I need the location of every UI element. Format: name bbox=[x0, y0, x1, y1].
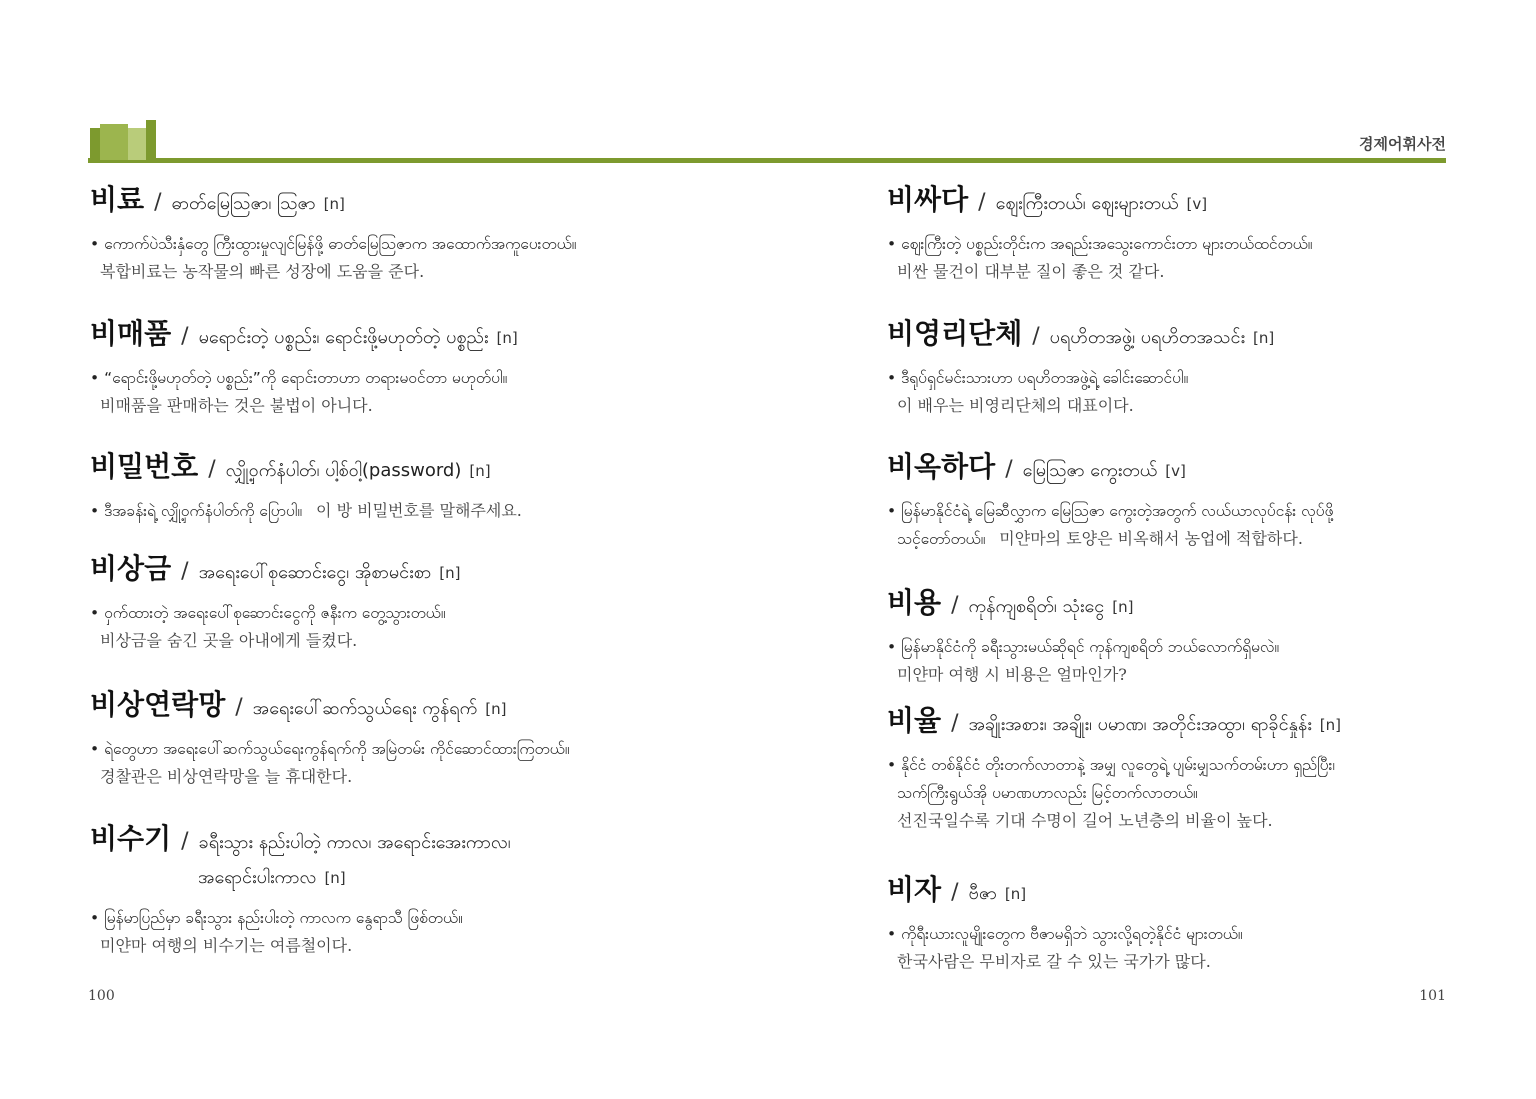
entry-word: 비용 bbox=[887, 586, 942, 619]
dictionary-entry: 비밀번호 / လျှို့ဝှက်နံပါတ်၊ ပါ့စ်ဝါ့(password) [n] • ဒီအခန်းရဲ့ လျှို့ဝှက်နံပါတ်ကို ပြောပါ။ 이 방 비밀번호를 말해주세요. bbox=[90, 445, 730, 547]
dictionary-entry: 비매품 / မရောင်းတဲ့ ပစ္စည်း၊ ရောင်းဖို့မဟုတ်တဲ့ ပစ္စည်း [n] • “ရောင်းဖို့မဟုတ်တဲ့ ပစ္စည်း”ကို ရောင်းတာဟာ တရားမဝင်တာ မဟုတ်ပါ။ 비매품을 판매하는 것은 불법이 아니다. bbox=[90, 312, 730, 445]
entry-pos: [v] bbox=[1165, 462, 1186, 480]
page-number-right: 101 bbox=[1419, 988, 1446, 1004]
entry-meaning: အချိုးအစား၊ အချိုး၊ ပမာဏ၊ အတိုင်းအထွာ၊ ရာခိုင်နှုန်း bbox=[968, 714, 1312, 735]
section-title: 경제어휘사전 bbox=[1359, 135, 1446, 153]
example-myanmar-continued: သက်ကြီးရွယ်အို ပမာဏဟာလည်း မြင့်တက်လာတယ်။ bbox=[897, 784, 1198, 802]
example-myanmar: • “ရောင်းဖို့မဟုတ်တဲ့ ပစ္စည်း”ကို ရောင်းတာဟာ တရားမဝင်တာ မဟုတ်ပါ။ bbox=[90, 369, 508, 387]
page-number-left: 100 bbox=[88, 988, 115, 1004]
dictionary-entry: 비자 / ဗီဇာ [n] • ကိုရီးယားလူမျိုးတွေက ဗီဇာမရှိဘဲ သွားလို့ရတဲ့နိုင်ငံ များတယ်။ 한국사람은 무비자로 갈 수 있는 국가가 많다. bbox=[887, 868, 1447, 976]
header-decoration-icon bbox=[88, 118, 160, 160]
entry-pos: [n] bbox=[496, 329, 518, 347]
entry-word: 비율 bbox=[887, 704, 942, 737]
dictionary-entry: 비싸다 / ဈေးကြီးတယ်၊ ဈေးများတယ် [v] • ဈေးကြီးတဲ့ ပစ္စည်းတိုင်းက အရည်းအသွေးကောင်းတာ များတယ်ထင်တယ်။ 비싼 물건이 대부분 질이 좋은 것 같다. bbox=[887, 178, 1447, 312]
dictionary-entry: 비율 / အချိုးအစား၊ အချိုး၊ ပမာဏ၊ အတိုင်းအထွာ၊ ရာခိုင်နှုန်း [n] • နိုင်ငံ တစ်နိုင်ငံ တိုးတက်လာတာနဲ့ အမျှ လူတွေရဲ့ ပျမ်းမျှသက်တမ်းဟာ ရှည်ပြီး၊ သက်ကြီးရွယ်အို ပမာဏဟာလည်း မြင့်တက်လာတယ်။ 선진국일수록 기대 수명이 길어 노년층의 비율이 높다. bbox=[887, 699, 1447, 868]
entry-meaning: ခရီးသွား နည်းပါတဲ့ ကာလ၊ အရောင်းအေးကာလ၊ bbox=[198, 832, 511, 853]
entry-pos: [n] bbox=[324, 869, 346, 887]
entry-word: 비옥하다 bbox=[887, 450, 996, 483]
entry-pos: [n] bbox=[485, 700, 507, 718]
entry-meaning-continued: အရောင်းပါးကာလ [n] bbox=[198, 867, 346, 888]
entry-pos: [v] bbox=[1186, 195, 1208, 213]
dictionary-entry: 비영리단체 / ပရဟိတအဖွဲ့၊ ပရဟိတအသင်း [n] • ဒီရုပ်ရှင်မင်းသားဟာ ပရဟိတအဖွဲ့ရဲ့ ခေါင်းဆောင်ပါ။ 이 배우는 비영리단체의 대표이다. bbox=[887, 312, 1447, 445]
example-korean: 미얀마의 토양은 비옥해서 농업에 적합하다. bbox=[999, 529, 1303, 548]
dictionary-entry: 비상연락망 / အရေးပေါ်ဆက်သွယ်ရေး ကွန်ရက် [n] • ရဲတွေဟာ အရေးပေါ်ဆက်သွယ်ရေးကွန်ရက်ကို အမြဲတမ်း ကိုင်ဆောင်ထားကြတယ်။ 경찰관은 비상연락망을 늘 휴대한다. bbox=[90, 683, 730, 817]
dictionary-entry: 비수기 / ခရီးသွား နည်းပါတဲ့ ကာလ၊ အရောင်းအေးကာလ၊ အရောင်းပါးကာလ [n] • မြန်မာပြည်မှာ ခရီးသွား နည်းပါးတဲ့ ကာလက နွေရာသီ ဖြစ်တယ်။ 미얀마 여행의 비수기는 여름철이다. bbox=[90, 817, 730, 960]
entry-pos: [n] bbox=[1253, 329, 1275, 347]
example-myanmar: • ဒီအခန်းရဲ့ လျှို့ဝှက်နံပါတ်ကို ပြောပါ။ 이 방 비밀번호를 말해주세요. bbox=[90, 501, 522, 520]
entry-meaning: အရေးပေါ်ဆက်သွယ်ရေး ကွန်ရက် bbox=[252, 698, 478, 719]
dictionary-entry: 비상금 / အရေးပေါ်စုဆောင်းငွေ၊ အိုစာမင်းစာ [n] • ဝှက်ထားတဲ့ အရေးပေါ်စုဆောင်းငွေကို ဇနီးက တွေ့သွားတယ်။ 비상금을 숨긴 곳을 아내에게 들켰다. bbox=[90, 547, 730, 683]
entry-pos: [n] bbox=[323, 195, 345, 213]
example-myanmar: • မြန်မာပြည်မှာ ခရီးသွား နည်းပါးတဲ့ ကာလက နွေရာသီ ဖြစ်တယ်။ bbox=[90, 909, 463, 927]
example-korean: 경찰관은 비상연락망을 늘 휴대한다. bbox=[100, 767, 353, 786]
entry-word: 비영리단체 bbox=[887, 317, 1023, 350]
example-korean: 이 배우는 비영리단체의 대표이다. bbox=[897, 396, 1134, 415]
example-myanmar: • မြန်မာနိုင်ငံရဲ့ မြေဆီလွှာက မြေဩဇာ ကွေးတဲ့အတွက် လယ်ယာလုပ်ငန်း လုပ်ဖို့ bbox=[887, 502, 1334, 520]
entry-meaning: ဓာတ်မြေဩဇာ၊ ဩဇာ bbox=[171, 193, 316, 214]
entry-word: 비밀번호 bbox=[90, 450, 199, 483]
example-korean: 복합비료는 농작물의 빠른 성장에 도움을 준다. bbox=[100, 262, 425, 281]
example-myanmar-continued: သင့်တော်တယ်။ 미얀마의 토양은 비옥해서 농업에 적합하다. bbox=[897, 529, 1303, 548]
entry-word: 비수기 bbox=[90, 822, 172, 855]
entry-word: 비상금 bbox=[90, 552, 172, 585]
example-myanmar: • ဝှက်ထားတဲ့ အရေးပေါ်စုဆောင်းငွေကို ဇနီးက တွေ့သွားတယ်။ bbox=[90, 604, 446, 622]
example-korean: 비싼 물건이 대부분 질이 좋은 것 같다. bbox=[897, 262, 1165, 281]
example-myanmar: • မြန်မာနိုင်ငံကို ခရီးသွားမယ်ဆိုရင် ကုန်ကျစရိတ် ဘယ်လောက်ရှိမလဲ။ bbox=[887, 638, 1280, 656]
example-myanmar: • ဈေးကြီးတဲ့ ပစ္စည်းတိုင်းက အရည်းအသွေးကောင်းတာ များတယ်ထင်တယ်။ bbox=[887, 235, 1313, 253]
dictionary-entry: 비용 / ကုန်ကျစရိတ်၊ သုံးငွေ [n] • မြန်မာနိုင်ငံကို ခရီးသွားမယ်ဆိုရင် ကုန်ကျစရိတ် ဘယ်လောက်ရှိမလဲ။ 미얀마 여행 시 비용은 얼마인가? bbox=[887, 581, 1447, 699]
example-korean: 비상금을 숨긴 곳을 아내에게 들켰다. bbox=[100, 631, 358, 650]
entry-pos: [n] bbox=[439, 564, 461, 582]
entry-pos: [n] bbox=[1004, 885, 1027, 903]
right-column bbox=[887, 178, 1447, 976]
entry-meaning: ဈေးကြီးတယ်၊ ဈေးများတယ် bbox=[995, 193, 1179, 214]
example-korean: 이 방 비밀번호를 말해주세요. bbox=[316, 501, 522, 520]
entry-meaning: မြေဩဇာ ကွေးတယ် bbox=[1022, 460, 1158, 481]
entry-meaning: အရေးပေါ်စုဆောင်းငွေ၊ အိုစာမင်းစာ bbox=[198, 562, 432, 583]
header-rule bbox=[88, 158, 1446, 163]
entry-word: 비싸다 bbox=[887, 183, 969, 216]
example-myanmar: • ရဲတွေဟာ အရေးပေါ်ဆက်သွယ်ရေးကွန်ရက်ကို အမြဲတမ်း ကိုင်ဆောင်ထားကြတယ်။ bbox=[90, 740, 570, 758]
example-myanmar: • ကိုရီးယားလူမျိုးတွေက ဗီဇာမရှိဘဲ သွားလို့ရတဲ့နိုင်ငံ များတယ်။ bbox=[887, 925, 1243, 943]
example-myanmar: • ကောက်ပဲသီးနှံတွေ ကြီးထွားမှုလျင်မြန်ဖို့ ဓာတ်မြေဩဇာက အထောက်အကူပေးတယ်။ bbox=[90, 235, 577, 253]
example-korean: 선진국일수록 기대 수명이 길어 노년층의 비율이 높다. bbox=[897, 811, 1273, 830]
entry-word: 비료 bbox=[90, 183, 145, 216]
example-myanmar: • ဒီရုပ်ရှင်မင်းသားဟာ ပရဟိတအဖွဲ့ရဲ့ ခေါင်းဆောင်ပါ။ bbox=[887, 369, 1189, 387]
entry-meaning: မရောင်းတဲ့ ပစ္စည်း၊ ရောင်းဖို့မဟုတ်တဲ့ ပစ္စည်း bbox=[198, 327, 489, 348]
dictionary-entry: 비료 / ဓာတ်မြေဩဇာ၊ ဩဇာ [n] • ကောက်ပဲသီးနှံတွေ ကြီးထွားမှုလျင်မြန်ဖို့ ဓာတ်မြေဩဇာက အထောက်အကူပေးတယ်။ 복합비료는 농작물의 빠른 성장에 도움을 준다. bbox=[90, 178, 730, 312]
entry-meaning: ပရဟိတအဖွဲ့၊ ပရဟိတအသင်း bbox=[1049, 327, 1246, 348]
example-korean: 한국사람은 무비자로 갈 수 있는 국가가 많다. bbox=[897, 952, 1211, 971]
entry-pos: [n] bbox=[1112, 598, 1134, 616]
entry-word: 비매품 bbox=[90, 317, 172, 350]
example-korean: 미얀마 여행 시 비용은 얼마인가? bbox=[897, 665, 1127, 684]
example-korean: 미얀마 여행의 비수기는 여름철이다. bbox=[100, 936, 353, 955]
example-myanmar: • နိုင်ငံ တစ်နိုင်ငံ တိုးတက်လာတာနဲ့ အမျှ လူတွေရဲ့ ပျမ်းမျှသက်တမ်းဟာ ရှည်ပြီး၊ bbox=[887, 756, 1335, 774]
entry-word: 비상연락망 bbox=[90, 688, 226, 721]
entry-word: 비자 bbox=[887, 873, 942, 906]
left-column bbox=[90, 178, 730, 960]
entry-pos: [n] bbox=[1319, 716, 1341, 734]
dictionary-entry: 비옥하다 / မြေဩဇာ ကွေးတယ် [v] • မြန်မာနိုင်ငံရဲ့ မြေဆီလွှာက မြေဩဇာ ကွေးတဲ့အတွက် လယ်ယာလုပ်ငန်း လုပ်ဖို့ သင့်တော်တယ်။ 미얀마의 토양은 비옥해서 농업에 적합하다. bbox=[887, 445, 1447, 581]
entry-pos: [n] bbox=[469, 462, 491, 480]
entry-meaning: လျှို့ဝှက်နံပါတ်၊ ပါ့စ်ဝါ့(password) bbox=[225, 460, 462, 481]
entry-meaning: ဗီဇာ bbox=[968, 883, 997, 904]
example-korean: 비매품을 판매하는 것은 불법이 아니다. bbox=[100, 396, 373, 415]
entry-meaning: ကုန်ကျစရိတ်၊ သုံးငွေ bbox=[968, 596, 1105, 617]
